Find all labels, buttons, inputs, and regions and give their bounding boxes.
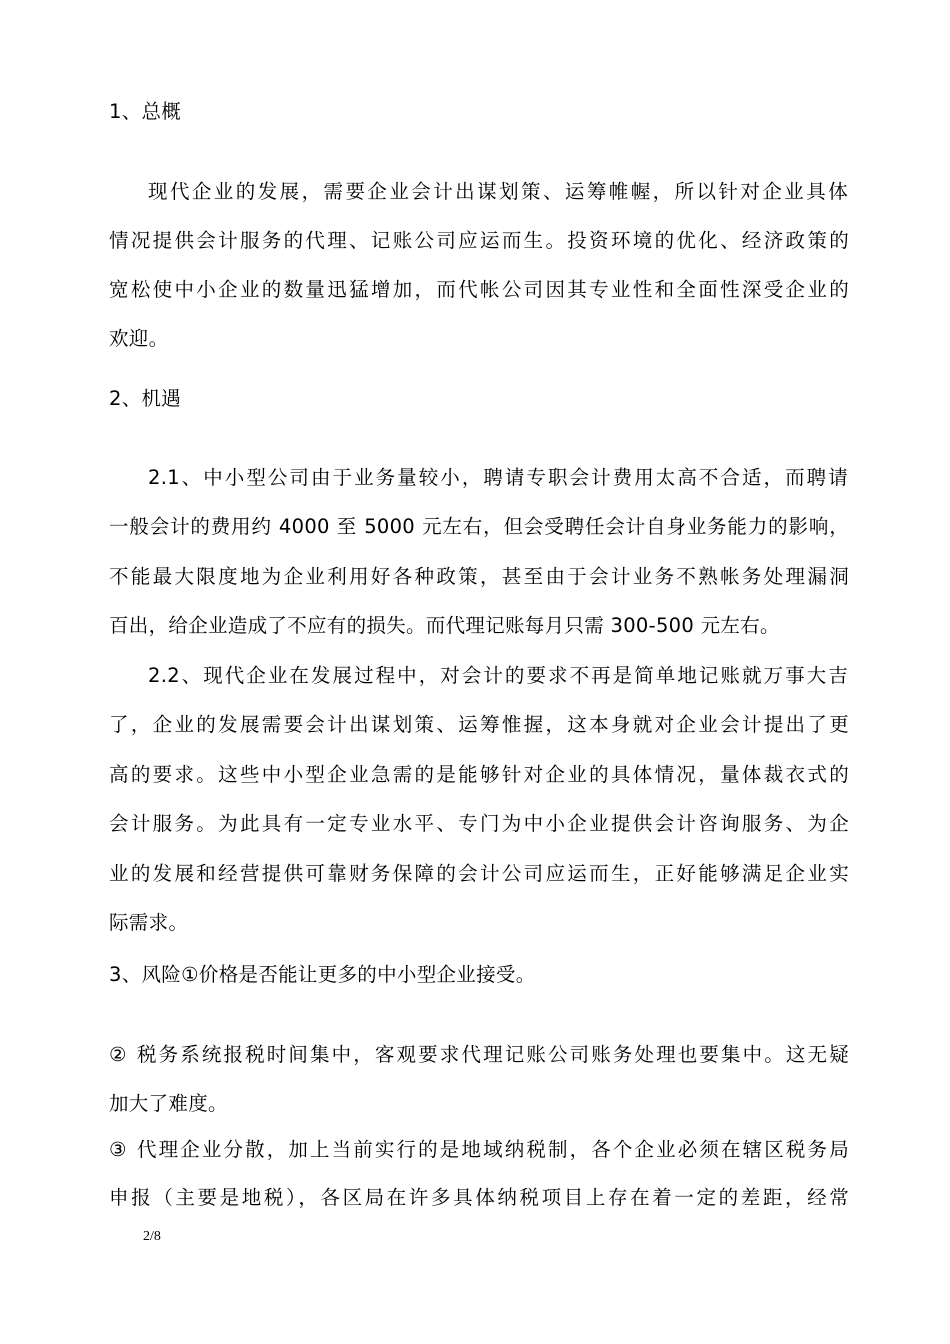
paragraph-line: 2.2、现代企业在发展过程中，对会计的要求不再是简单地记账就万事大吉 (148, 664, 848, 687)
paragraph-line: 申报（主要是地税），各区局在许多具体纳税项目上存在着一定的差距，经常 (109, 1186, 849, 1209)
paragraph-line: 一般会计的费用约 4000 至 5000 元左右，但会受聘任会计自身业务能力的影响， (109, 515, 849, 538)
paragraph-line: 业的发展和经营提供可靠财务保障的会计公司应运而生，正好能够满足企业实 (109, 862, 849, 885)
paragraph-line: ② 税务系统报税时间集中，客观要求代理记账公司账务处理也要集中。这无疑 (109, 1043, 849, 1066)
paragraph-line: 会计服务。为此具有一定专业水平、专门为中小企业提供会计咨询服务、为企 (109, 812, 849, 835)
page-number: 2/8 (143, 1229, 161, 1244)
paragraph-line: 情况提供会计服务的代理、记账公司应运而生。投资环境的优化、经济政策的 (109, 229, 849, 252)
paragraph-line: 百出，给企业造成了不应有的损失。而代理记账每月只需 300-500 元左右。 (109, 614, 780, 637)
heading-risk: 3、风险①价格是否能让更多的中小型企业接受。 (109, 963, 536, 986)
paragraph-line: 了，企业的发展需要会计出谋划策、运筹惟握，这本身就对企业会计提出了更 (109, 713, 849, 736)
heading-opportunity: 2、机遇 (109, 387, 182, 410)
paragraph-line: 2.1、中小型公司由于业务量较小，聘请专职会计费用太高不合适，而聘请 (148, 466, 848, 489)
paragraph-line: 际需求。 (109, 911, 189, 934)
paragraph-line: 现代企业的发展，需要企业会计出谋划策、运筹帷幄，所以针对企业具体 (148, 180, 848, 203)
paragraph-line: ③ 代理企业分散，加上当前实行的是地域纳税制，各个企业必须在辖区税务局 (109, 1138, 849, 1161)
heading-overview: 1、总概 (109, 100, 182, 123)
paragraph-line: 欢迎。 (109, 327, 169, 350)
paragraph-line: 不能最大限度地为企业利用好各种政策，甚至由于会计业务不熟帐务处理漏洞 (109, 565, 849, 588)
paragraph-line: 高的要求。这些中小型企业急需的是能够针对企业的具体情况，量体裁衣式的 (109, 763, 849, 786)
paragraph-line: 宽松使中小企业的数量迅猛增加，而代帐公司因其专业性和全面性深受企业的 (109, 278, 849, 301)
paragraph-line: 加大了难度。 (109, 1092, 228, 1115)
